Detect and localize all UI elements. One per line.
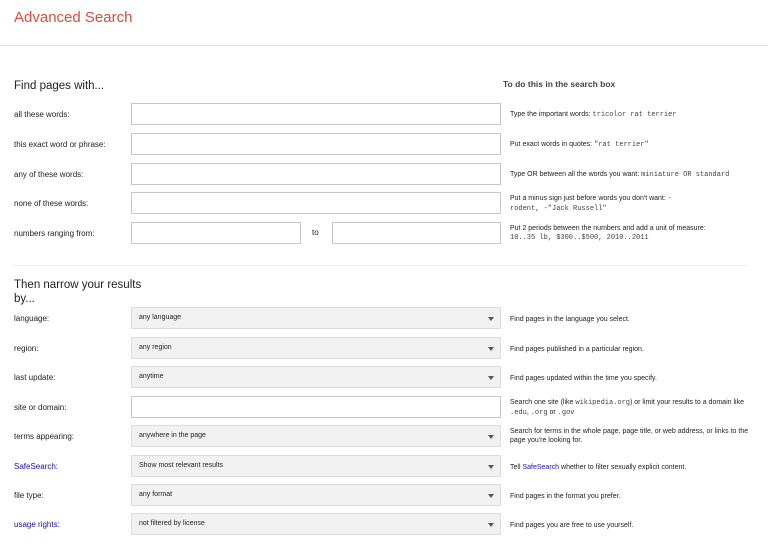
exact-phrase-input[interactable] bbox=[131, 133, 501, 155]
all-words-hint-text: Type the important words: bbox=[510, 111, 591, 118]
number-range-label: numbers ranging from: bbox=[14, 229, 95, 238]
last-update-label: last update: bbox=[14, 373, 56, 382]
chevron-down-icon bbox=[488, 435, 494, 439]
site-hint-c: , bbox=[526, 409, 529, 416]
site-domain-input[interactable] bbox=[131, 396, 501, 418]
region-select-value: any region bbox=[139, 344, 172, 351]
chevron-down-icon bbox=[488, 523, 494, 527]
file-type-hint: Find pages in the format you prefer. bbox=[510, 493, 621, 500]
page-title: Advanced Search bbox=[14, 9, 133, 26]
safesearch-label-link[interactable]: SafeSearch: bbox=[14, 462, 59, 471]
none-words-hint-text: Put a minus sign just before words you don't want: bbox=[510, 195, 666, 202]
safesearch-hint bbox=[510, 463, 760, 472]
site-hint-code3: .org bbox=[530, 409, 548, 417]
site-hint-b: ) or limit your results to a domain like bbox=[629, 399, 744, 406]
safesearch-hint-b: whether to filter sexually explicit content. bbox=[561, 464, 687, 471]
number-range-hint-text: Put 2 periods between the numbers and add a unit of measure: bbox=[510, 225, 706, 232]
chevron-down-icon bbox=[488, 376, 494, 380]
any-words-hint-code: miniature OR standard bbox=[641, 171, 730, 179]
page-header bbox=[0, 0, 768, 46]
site-hint-a: Search one site (like bbox=[510, 399, 574, 406]
file-type-label: file type: bbox=[14, 491, 44, 500]
language-select-value: any language bbox=[139, 314, 182, 321]
site-domain-hint bbox=[510, 398, 760, 418]
exact-phrase-label: this exact word or phrase: bbox=[14, 140, 106, 149]
last-update-select[interactable] bbox=[131, 366, 501, 388]
number-range-to-input[interactable] bbox=[332, 222, 501, 244]
file-type-select-value: any format bbox=[139, 491, 173, 498]
last-update-select-value: anytime bbox=[139, 373, 164, 380]
number-range-hint bbox=[510, 224, 715, 243]
any-words-label: any of these words: bbox=[14, 170, 84, 179]
safesearch-hint-a: Tell bbox=[510, 464, 521, 471]
exact-phrase-hint-code: "rat terrier" bbox=[594, 141, 649, 149]
number-range-to-label: to bbox=[312, 228, 319, 237]
any-words-hint bbox=[510, 170, 760, 180]
none-words-label: none of these words: bbox=[14, 199, 89, 208]
terms-appearing-hint: Search for terms in the whole page, page title, or web address, or links to the page you're looking for. bbox=[510, 428, 749, 444]
last-update-hint: Find pages updated within the time you specify. bbox=[510, 375, 657, 382]
language-hint: Find pages in the language you select. bbox=[510, 316, 630, 323]
region-hint: Find pages published in a particular region. bbox=[510, 346, 644, 353]
site-hint-d: or bbox=[549, 409, 556, 416]
terms-appearing-select-value: anywhere in the page bbox=[139, 432, 206, 439]
exact-phrase-hint bbox=[510, 140, 760, 150]
chevron-down-icon bbox=[488, 317, 494, 321]
language-select[interactable] bbox=[131, 307, 501, 329]
search-box-hint-heading: To do this in the search box bbox=[503, 79, 616, 89]
chevron-down-icon bbox=[488, 347, 494, 351]
site-domain-label: site or domain: bbox=[14, 403, 67, 412]
terms-appearing-select[interactable] bbox=[131, 425, 501, 447]
file-type-select[interactable] bbox=[131, 484, 501, 506]
all-words-hint-code: tricolor rat terrier bbox=[592, 111, 677, 119]
region-label: region: bbox=[14, 344, 39, 353]
chevron-down-icon bbox=[488, 494, 494, 498]
all-words-label: all these words: bbox=[14, 110, 70, 119]
exact-phrase-hint-text: Put exact words in quotes: bbox=[510, 141, 593, 148]
number-range-hint-code: 10..35 lb, $300..$500, 2010..2011 bbox=[510, 234, 649, 242]
find-pages-heading: Find pages with... bbox=[14, 80, 105, 92]
safesearch-select[interactable] bbox=[131, 455, 501, 477]
terms-appearing-label: terms appearing: bbox=[14, 432, 75, 441]
safesearch-select-value: Show most relevant results bbox=[139, 462, 224, 469]
usage-rights-label-link[interactable]: usage rights: bbox=[14, 520, 60, 529]
usage-rights-select-value: not filtered by license bbox=[139, 520, 205, 527]
site-hint-code2: .edu bbox=[510, 409, 527, 417]
any-words-input[interactable] bbox=[131, 163, 501, 185]
all-words-hint bbox=[510, 110, 760, 120]
narrow-heading-line1: Then narrow your results bbox=[14, 279, 142, 291]
usage-rights-hint: Find pages you are free to use yourself. bbox=[510, 522, 634, 529]
all-words-input[interactable] bbox=[131, 103, 501, 125]
site-hint-code1: wikipedia.org bbox=[575, 399, 630, 407]
safesearch-hint-link[interactable]: SafeSearch bbox=[522, 464, 560, 471]
none-words-input[interactable] bbox=[131, 192, 501, 214]
site-hint-code4: .gov bbox=[557, 409, 575, 417]
chevron-down-icon bbox=[488, 465, 494, 469]
section-divider bbox=[14, 265, 748, 266]
number-range-from-input[interactable] bbox=[131, 222, 301, 244]
usage-rights-select[interactable] bbox=[131, 513, 501, 535]
any-words-hint-text: Type OR between all the words you want: bbox=[510, 171, 640, 178]
narrow-results-heading bbox=[14, 278, 141, 306]
language-label: language: bbox=[14, 314, 50, 323]
none-words-hint bbox=[510, 194, 700, 214]
none-words-hint-code: -rodent, -"Jack Russell" bbox=[510, 195, 672, 213]
region-select[interactable] bbox=[131, 337, 501, 359]
narrow-heading-line2: by... bbox=[14, 293, 35, 305]
